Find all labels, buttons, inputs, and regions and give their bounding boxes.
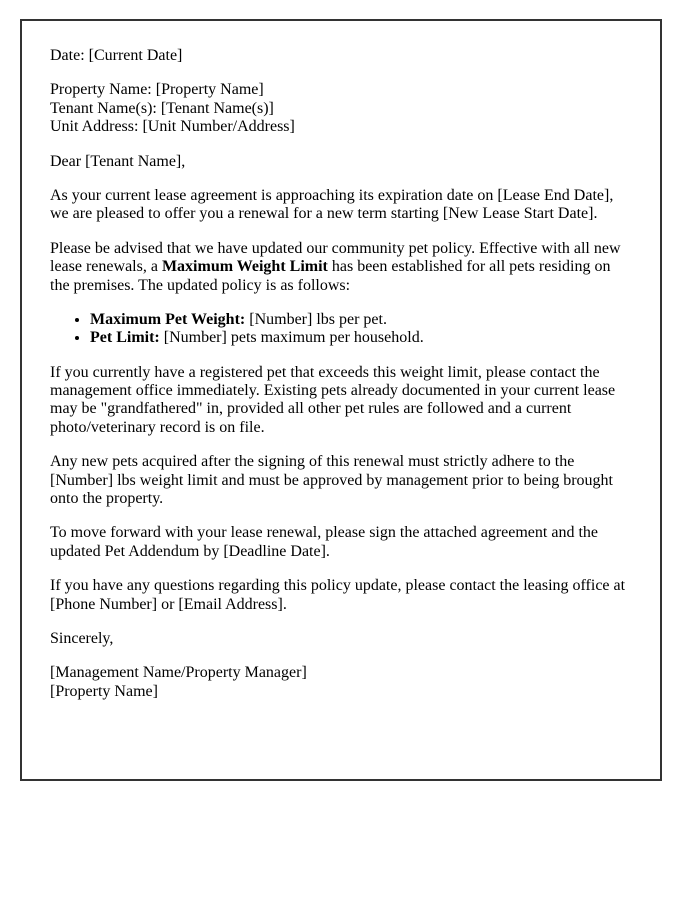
paragraph-contact: If you have any questions regarding this policy update, please contact the leasing office at [Phone Number] or [Email Address].: [50, 577, 626, 613]
list-item-max-weight: [90, 311, 632, 329]
paragraph-existing-pets: If you currently have a registered pet that exceeds this weight limit, please contact the management office immediately. Existing pets already documented in your current lease may be "grandfathered" in, provided all other pet rules are followed and a current photo/veterinary record is on file.: [50, 363, 616, 436]
policy-text-before: Please be advised that we have updated our community pet policy. Effective with all new lease renewals, a: [50, 239, 621, 276]
property-name-line: Property Name: [Property Name]: [50, 81, 264, 99]
paragraph-renewal-deadline: To move forward with your lease renewal, please sign the attached agreement and the updated Pet Addendum by [Deadline Date].: [50, 524, 598, 560]
policy-text-after: has been established for all pets residing on the premises. The updated policy is as follows:: [50, 258, 611, 294]
bullet-label-pet-limit: Pet Limit:: [90, 329, 160, 347]
policy-bold-term: Maximum Weight Limit: [161, 258, 328, 276]
signature-manager-line: [Management Name/Property Manager]: [50, 664, 307, 682]
recipient-block: [50, 81, 632, 136]
signature-block: [50, 664, 632, 701]
paragraph-intro: As your current lease agreement is approaching its expiration date on [Lease End Date], we are pleased to offer you a renewal for a new term starting [New Lease Start Date].: [50, 186, 614, 223]
date-line: Date: [Current Date]: [50, 47, 183, 64]
bullet-text-max-weight: [Number] lbs per pet.: [245, 310, 387, 328]
list-item-pet-limit: [90, 329, 632, 347]
letter-document: [20, 19, 662, 781]
salutation: Dear [Tenant Name],: [50, 152, 186, 170]
paragraph-new-pets: Any new pets acquired after the signing of this renewal must strictly adhere to the [Number] lbs weight limit and must be approved by management prior to being brought onto the property.: [50, 453, 613, 508]
pet-policy-list: [50, 311, 632, 348]
signature-property-line: [Property Name]: [50, 682, 158, 700]
unit-address-line: Unit Address: [Unit Number/Address]: [50, 118, 295, 136]
bullet-label-max-weight: Maximum Pet Weight:: [90, 310, 246, 328]
bullet-text-pet-limit: [Number] pets maximum per household.: [159, 329, 424, 347]
closing: Sincerely,: [50, 629, 114, 647]
tenant-name-line: Tenant Name(s): [Tenant Name(s)]: [50, 99, 274, 117]
paragraph-policy: [50, 240, 632, 295]
